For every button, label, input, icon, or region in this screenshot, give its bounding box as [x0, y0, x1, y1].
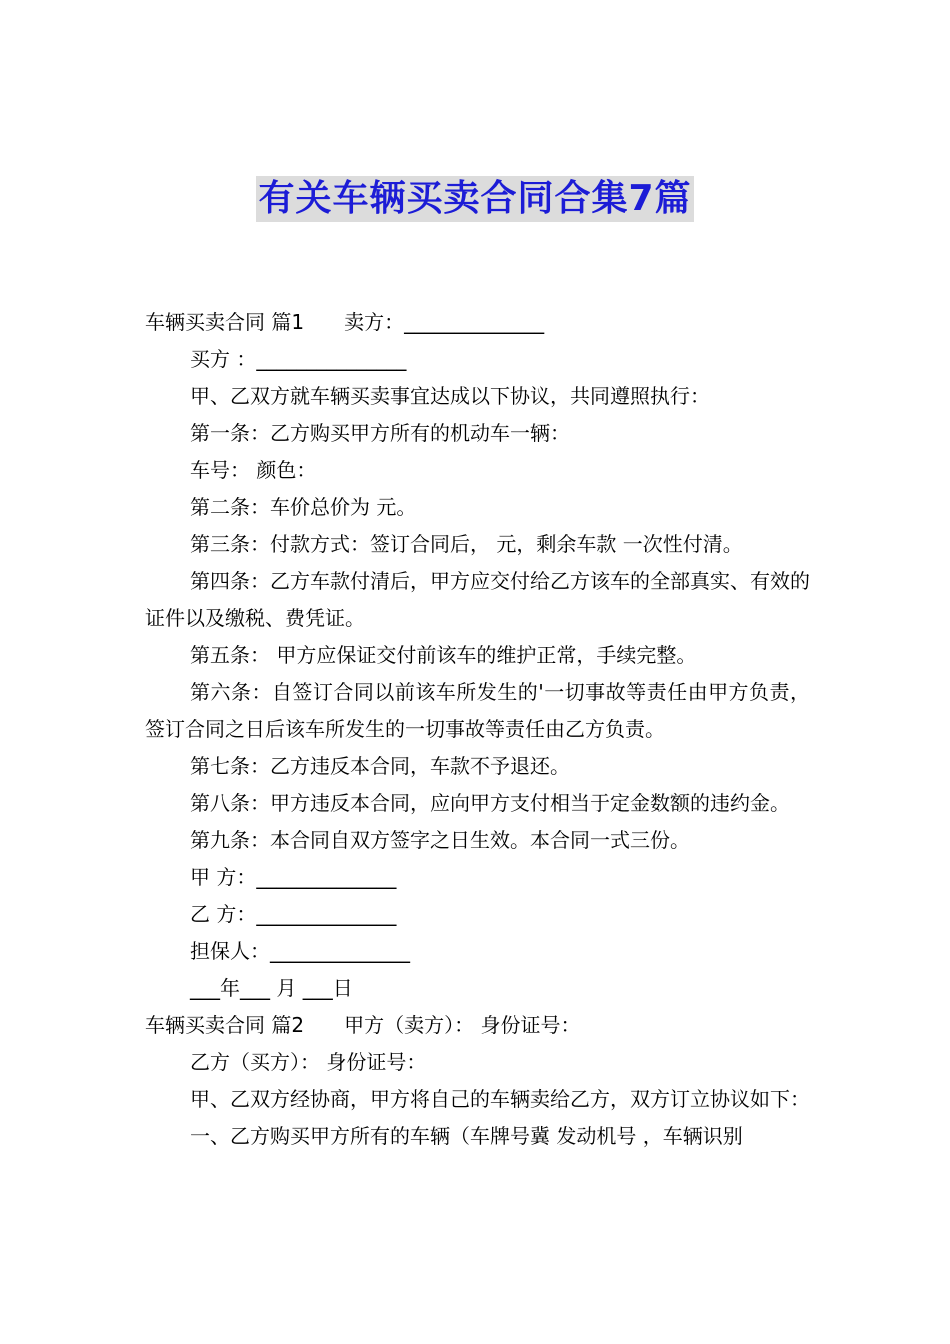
clause-3: 第三条：付款方式：签订合同后， 元，剩余车款 一次性付清。: [190, 532, 743, 556]
clause-1: 第一条：乙方购买甲方所有的机动车一辆：: [190, 421, 570, 445]
clause-2: 第二条：车价总价为 元。: [190, 495, 417, 519]
paragraph: 甲、乙双方经协商，甲方将自己的车辆卖给乙方，双方订立协议如下：: [190, 1087, 810, 1111]
title-container: [0, 176, 950, 222]
buyer-id-line: 乙方（买方）： 身份证号：: [190, 1050, 427, 1074]
clause-6: 第六条：自签订合同以前该车所发生的'一切事故等责任由甲方负责，签订合同之日后该车所发生的一切事故等责任由乙方负责。: [145, 680, 810, 741]
vehicle-info-line: 车号： 颜色：: [190, 458, 317, 482]
clause-one: 一、乙方购买甲方所有的车辆（车牌号冀 发动机号 ，车辆识别: [190, 1124, 743, 1148]
clause-8: 第八条：甲方违反本合同，应向甲方支付相当于定金数额的违约金。: [190, 791, 790, 815]
document-title: 有关车辆买卖合同合集7篇: [256, 176, 693, 222]
clause-4: 第四条：乙方车款付清后，甲方应交付给乙方该车的全部真实、有效的证件以及缴税、费凭证。: [145, 569, 810, 630]
clause-5: 第五条： 甲方应保证交付前该车的维护正常，手续完整。: [190, 643, 697, 667]
party-a-signature-line: 甲 方：______________: [190, 865, 397, 889]
contract-1-heading: 车辆买卖合同 篇1 卖方：______________: [145, 310, 545, 334]
date-line: ___年___ 月 ___日: [190, 976, 353, 1000]
party-b-signature-line: 乙 方：______________: [190, 902, 397, 926]
guarantor-signature-line: 担保人：______________: [190, 939, 410, 963]
document-body: [145, 304, 810, 1155]
clause-9: 第九条：本合同自双方签字之日生效。本合同一式三份。: [190, 828, 690, 852]
paragraph: 甲、乙双方就车辆买卖事宜达成以下协议，共同遵照执行：: [190, 384, 710, 408]
clause-7: 第七条：乙方违反本合同，车款不予退还。: [190, 754, 570, 778]
buyer-line: 买方 ：_______________: [190, 347, 407, 371]
contract-2-heading: 车辆买卖合同 篇2 甲方（卖方）： 身份证号：: [145, 1013, 581, 1037]
